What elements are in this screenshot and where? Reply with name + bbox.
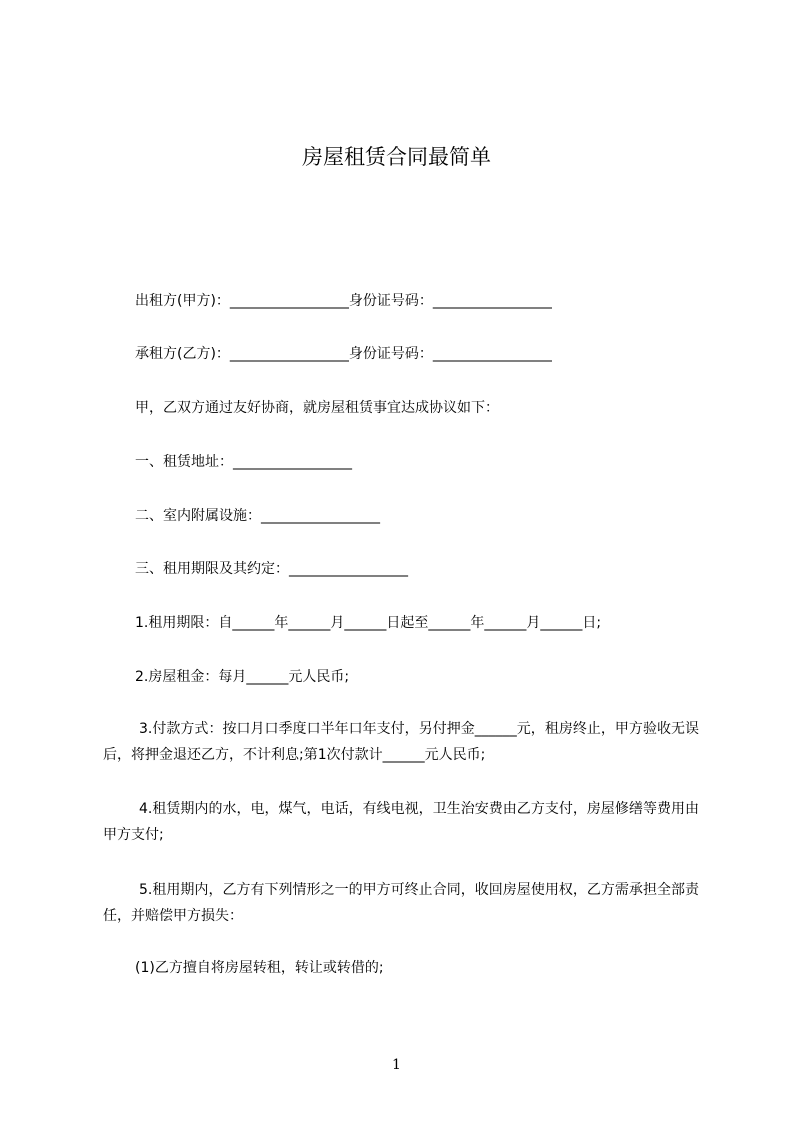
item-utilities-text: 4.租赁期内的水，电，煤气，电话，有线电视，卫生治安费由乙方支付，房屋修缮等费用由甲方支付;	[103, 801, 699, 843]
page-number: 1	[392, 1057, 401, 1073]
section-lease-term: 三、租用期限及其约定：_________________	[135, 561, 408, 577]
item-lease-period: 1.租用期限：自______年______月______日起至______年______月______日;	[135, 615, 602, 631]
item-termination-text: 5.租用期内，乙方有下列情形之一的甲方可终止合同，收回房屋使用权，乙方需承担全部责任，并赔偿甲方损失：	[103, 882, 699, 924]
item-payment-method-text: 3.付款方式：按口月口季度口半年口年支付，另付押金______元，租房终止，甲方验收无误后，将押金退还乙方，不计利息;第1次付款计______元人民币;	[103, 721, 699, 763]
document-title: 房屋租赁合同最简单	[302, 145, 491, 169]
sub-item-sublet: (1)乙方擅自将房屋转租，转让或转借的;	[135, 960, 384, 976]
intro-paragraph: 甲，乙双方通过友好协商，就房屋租赁事宜达成协议如下：	[135, 400, 499, 416]
section-lease-address: 一、租赁地址：_________________	[135, 454, 352, 470]
item-termination	[103, 877, 699, 929]
lessee-line: 承租方(乙方)：_________________身份证号码：_________________	[135, 346, 552, 362]
section-facilities: 二、室内附属设施：_________________	[135, 508, 380, 524]
item-rent: 2.房屋租金：每月______元人民币;	[135, 669, 350, 685]
item-utilities	[103, 796, 699, 848]
lessor-line: 出租方(甲方)：_________________身份证号码：_________________	[135, 293, 552, 309]
item-payment-method	[103, 716, 699, 768]
